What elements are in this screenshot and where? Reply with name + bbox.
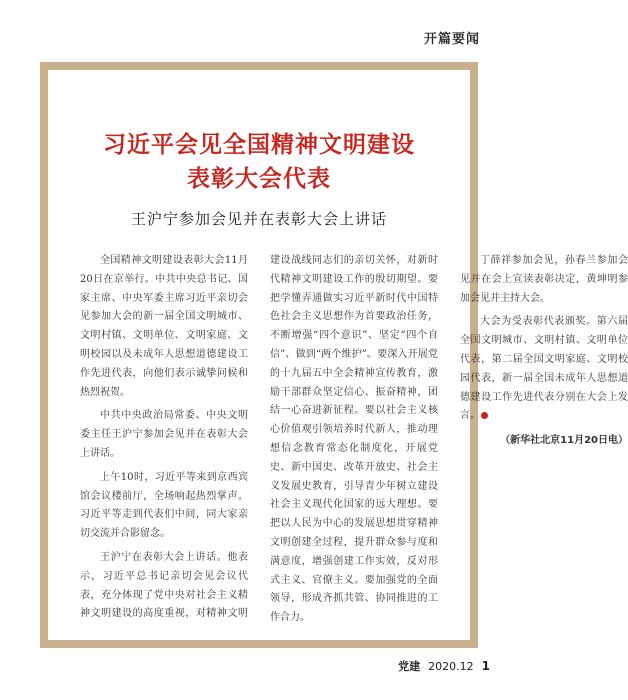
article-panel [48,70,628,640]
page-footer [398,658,490,674]
section-tag: 开篇要闻 [423,32,480,47]
article-paragraph-6: 大会为受表彰代表颁奖。第六届全国文明城市、文明村镇、文明单位代表，第二届全国文明家庭、文明校园代表，新一届全国未成年人思想道德建设工作先进代表分别在大会上发言。 [460,316,628,422]
article-paragraph-4: 王沪宁在表彰大会上讲话。他表示，习近平总书记亲切会见会议代表，充分体现了党中央对社会主义精神文明建设的高度重视，对精神文明建设战线同志们的亲切关怀，对新时代精神文明建设工作的殷切期望。要把学懂弄通做实习近平新时代中国特色社会主义思想作为首要政治任务，不断增强“四个意识”、坚定“四个自信”、做到“两个维护”。要深入开展党的十九届五中全会精神宣传教育，激励干部群众坚定信心、振奋精神，团结一心奋进新征程。要以社会主义核心价值观引领培养时代新人，推动理想信念教育常态化制度化，开展党史、新中国史、改革开放史、社会主义发展史教育，引导青少年树立建设社会主义现代化国家的远大理想。要把以人民为中心的发展思想贯穿精神文明创建全过程，提升群众参与度和满意度，增强创建工作实效，反对形式主义、官僚主义。要加强党的全面领导，形成齐抓共管、协同推进的工作合力。 [80,255,438,624]
publication-name: 党建 [398,660,421,673]
article-paragraph-3: 上午10时，习近平等来到京西宾馆会议楼前厅，全场响起热烈掌声。习近平等走到代表们中间，同大家亲切交流并合影留念。 [80,471,248,540]
article-frame [40,62,628,648]
page-number: 1 [481,659,490,673]
issue-number: 2020.12 [428,659,474,673]
end-mark-icon [481,412,488,419]
article-paragraph-2: 中共中央政治局常委、中央文明委主任王沪宁参加会见并在表彰大会上讲话。 [80,410,248,459]
article-title-line-2: 表彰大会代表 [187,166,331,192]
article-paragraph-5: 丁薛祥参加会见，孙春兰参加会见并在会上宣读表彰决定，黄坤明参加会见并主持大会。 [460,255,628,304]
article-paragraph-6-wrap [460,313,628,426]
article-paragraph-1: 全国精神文明建设表彰大会11月20日在京举行。中共中央总书记、国家主席、中央军委主席习近平亲切会见参加大会的新一届全国文明城市、文明村镇、文明单位、文明家庭、文明校园以及未成年人思想道德建设工作先进代表，向他们表示诚挚问候和热烈祝贺。 [80,255,248,398]
article-body [80,252,628,630]
article-title [48,128,470,196]
page-header [0,0,520,62]
article-credit: （新华社北京11月20日电） [500,435,628,447]
article-title-line-1: 习近平会见全国精神文明建设 [103,132,415,158]
article-subtitle: 王沪宁参加会见并在表彰大会上讲话 [130,210,387,228]
